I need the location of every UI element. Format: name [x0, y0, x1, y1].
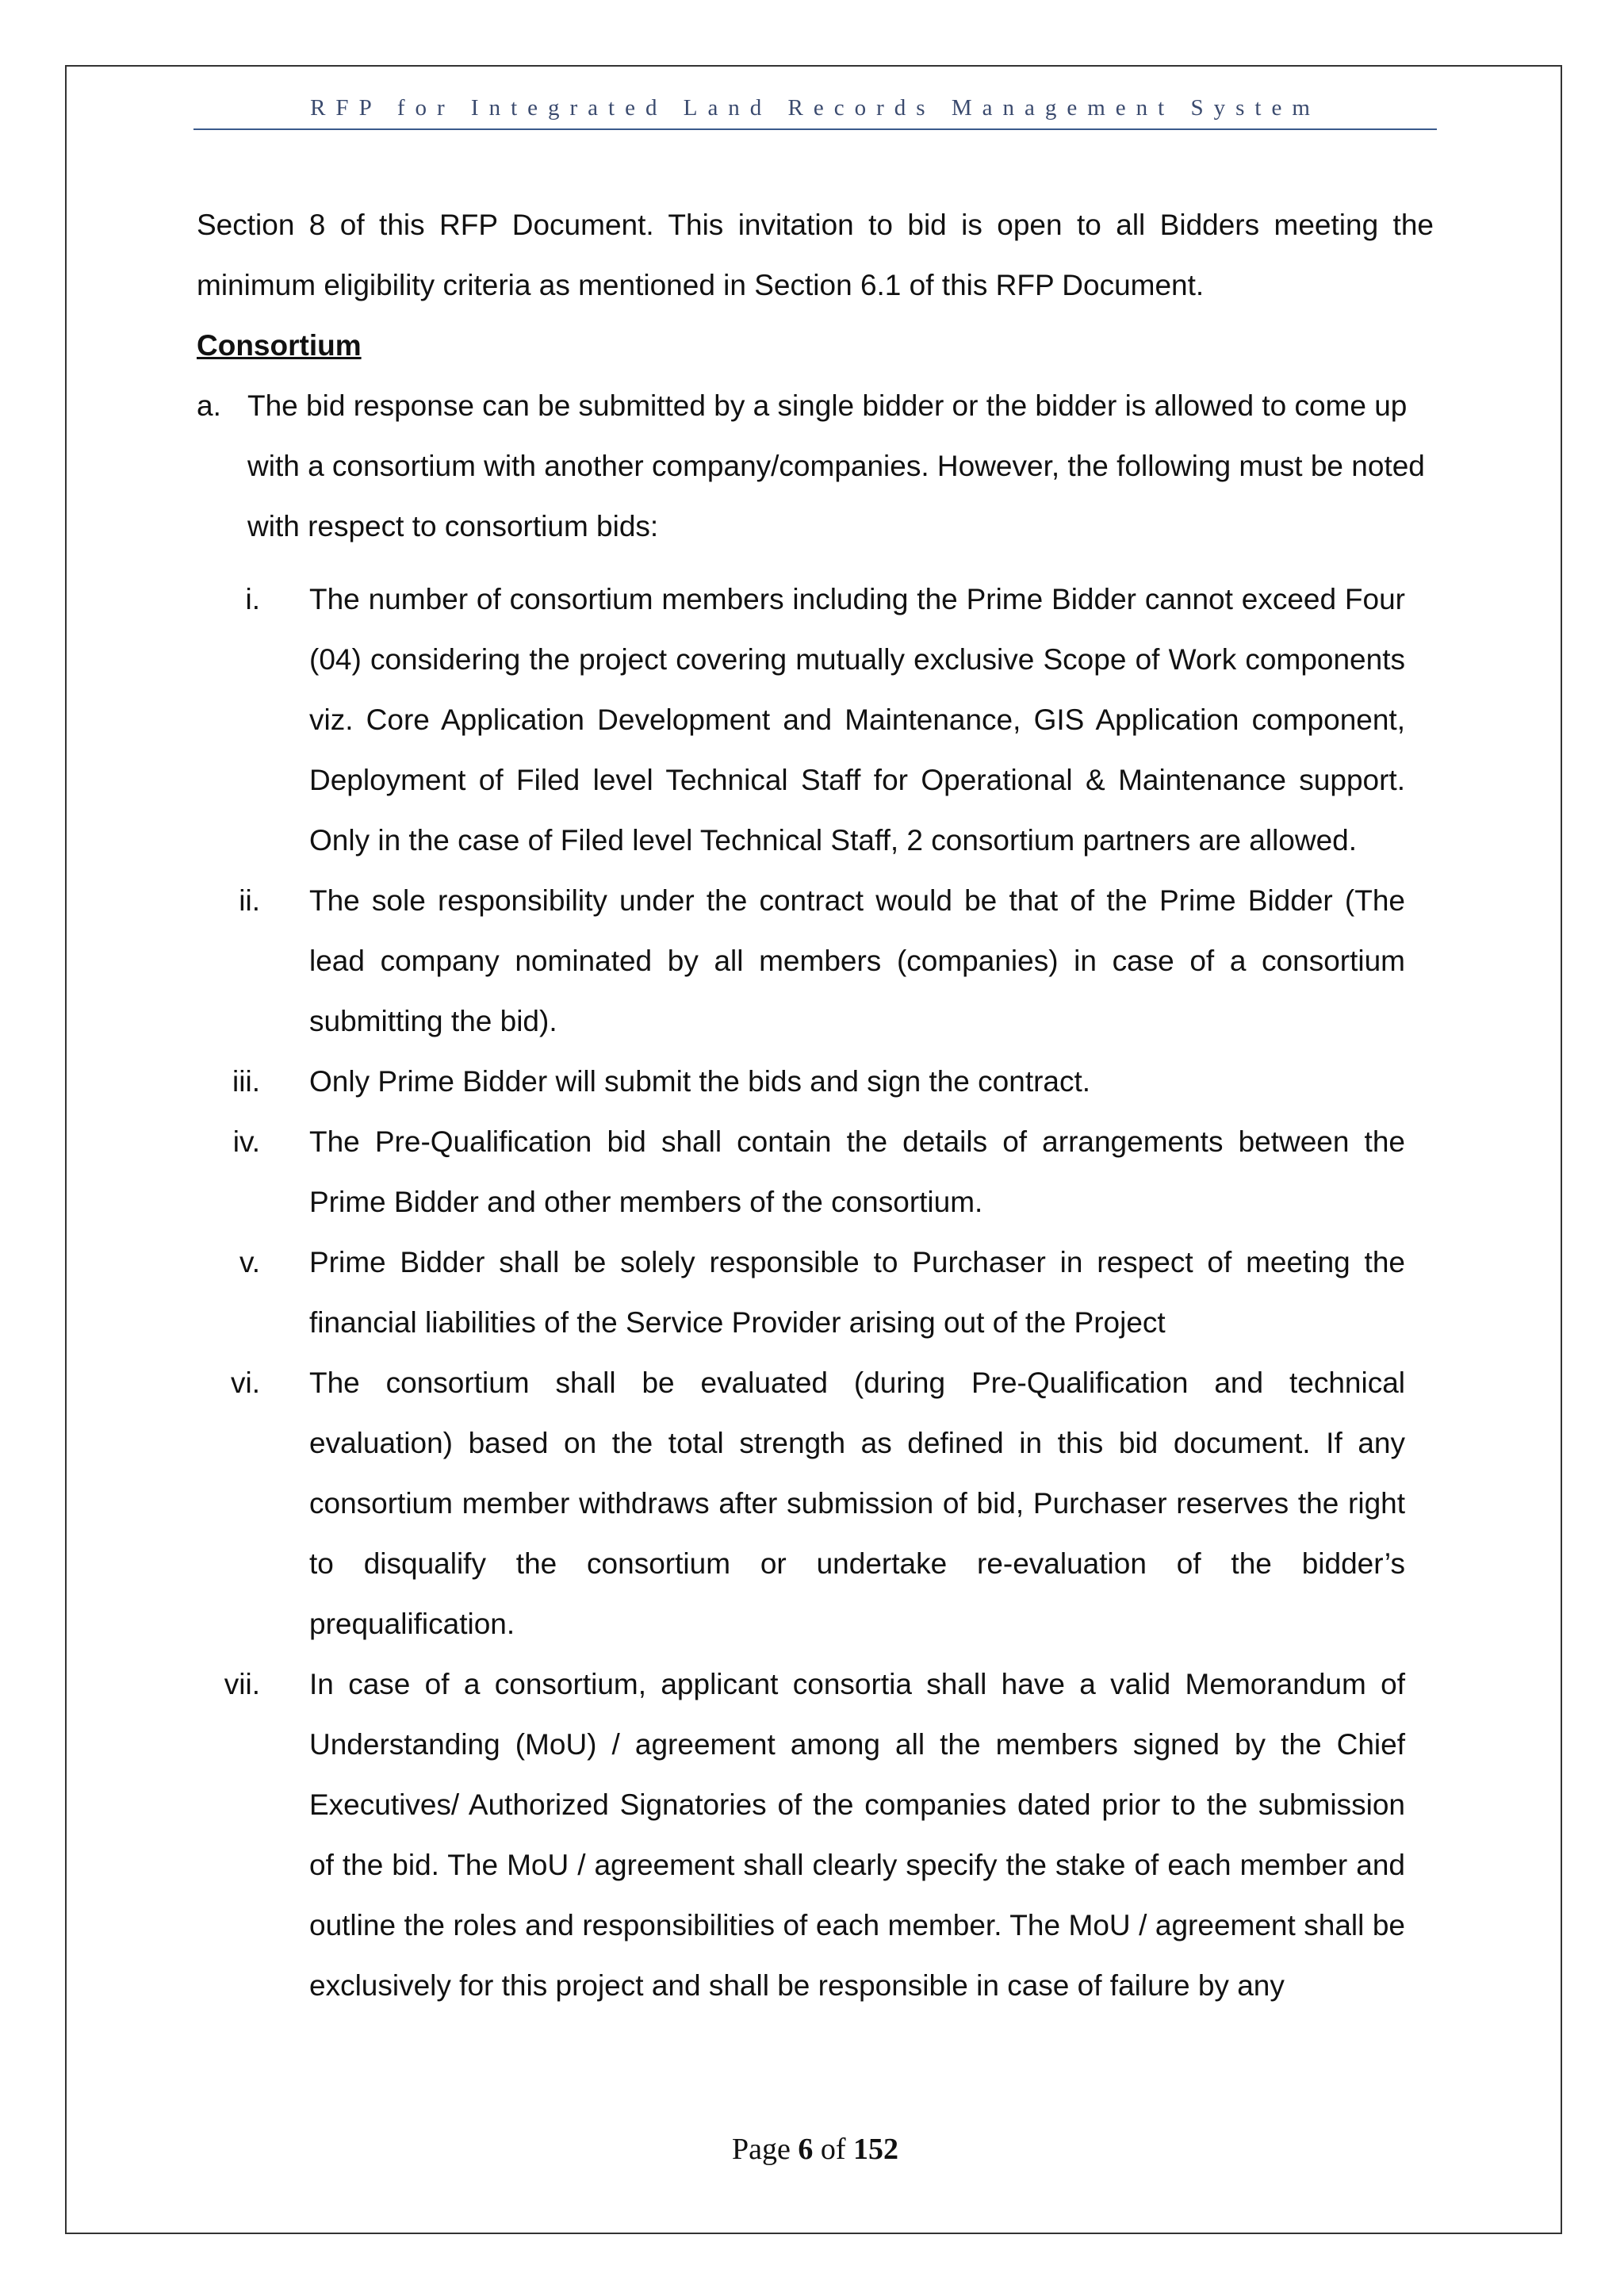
roman-numeral-list: [197, 569, 1434, 2016]
list-item-text: The sole responsibility under the contract would be that of the Prime Bidder (The lead company nominated by all members (companies) in case of a consortium submitting the bid).: [309, 884, 1405, 1037]
list-item: [197, 1052, 1405, 1112]
list-item: [197, 1353, 1405, 1654]
list-item: [197, 1232, 1405, 1353]
running-header: RFP for Integrated Land Records Management System: [310, 95, 1320, 121]
page-footer: [193, 2132, 1437, 2167]
list-item: [197, 569, 1405, 871]
list-item-text: The bid response can be submitted by a single bidder or the bidder is allowed to come up with a consortium with another company/companies. However, the following must be noted with respect to consortium bids:: [247, 389, 1425, 542]
list-item-text: Only Prime Bidder will submit the bids and sign the contract.: [309, 1065, 1091, 1098]
list-item-text: The Pre-Qualification bid shall contain the details of arrangements between the Prime Bidder and other members of the consortium.: [309, 1125, 1405, 1218]
section-heading: Consortium: [197, 329, 362, 362]
list-numeral: iii.: [232, 1065, 260, 1098]
list-numeral: iv.: [232, 1125, 260, 1158]
list-item: [197, 1654, 1405, 2016]
list-item-text: Prime Bidder shall be solely responsible to Purchaser in respect of meeting the financial liabilities of the Service Provider arising out of the Project: [309, 1246, 1405, 1339]
document-body: [197, 195, 1434, 2016]
header-rule: [193, 128, 1437, 130]
of-word: of: [820, 2133, 846, 2166]
list-numeral: v.: [239, 1246, 260, 1278]
intro-paragraph: Section 8 of this RFP Document. This invitation to bid is open to all Bidders meeting the minimum eligibility criteria as mentioned in Section 6.1 of this RFP Document.: [197, 209, 1434, 301]
current-page-number: 6: [798, 2133, 814, 2166]
list-item-text: In case of a consortium, applicant consortia shall have a valid Memorandum of Understanding (MoU) / agreement among all the members signed by the Chief Executives/ Authorized Signatories of the companies dated prior to the submission of the bid. The MoU / agreement shall clearly specify the stake of each member and outline the roles and responsibilities of each member. The MoU / agreement shall be exclusively for this project and shall be responsible in case of failure by any: [309, 1668, 1405, 2002]
page-word: Page: [731, 2133, 791, 2166]
total-pages-number: 152: [853, 2133, 899, 2166]
list-item: [197, 1112, 1405, 1232]
list-numeral: vi.: [231, 1366, 260, 1399]
list-item-text: The consortium shall be evaluated (during Pre-Qualification and technical evaluation) based on the total strength as defined in this bid document. If any consortium member withdraws after submission of bid, Purchaser reserves the right to disqualify the consortium or undertake re-evaluation of the bidder’s prequalification.: [309, 1366, 1405, 1640]
list-marker: a.: [197, 389, 221, 422]
list-numeral: i.: [245, 583, 260, 615]
list-item: [197, 871, 1405, 1052]
list-numeral: ii.: [239, 884, 260, 917]
list-item-a: [197, 376, 1434, 557]
list-item-text: The number of consortium members including the Prime Bidder cannot exceed Four (04) considering the project covering mutually exclusive Scope of Work components viz. Core Application Development and Maintenance, GIS Application component, Deployment of Filed level Technical Staff for Operational & Maintenance support. Only in the case of Filed level Technical Staff, 2 consortium partners are allowed.: [309, 583, 1405, 857]
list-numeral: vii.: [224, 1668, 260, 1700]
